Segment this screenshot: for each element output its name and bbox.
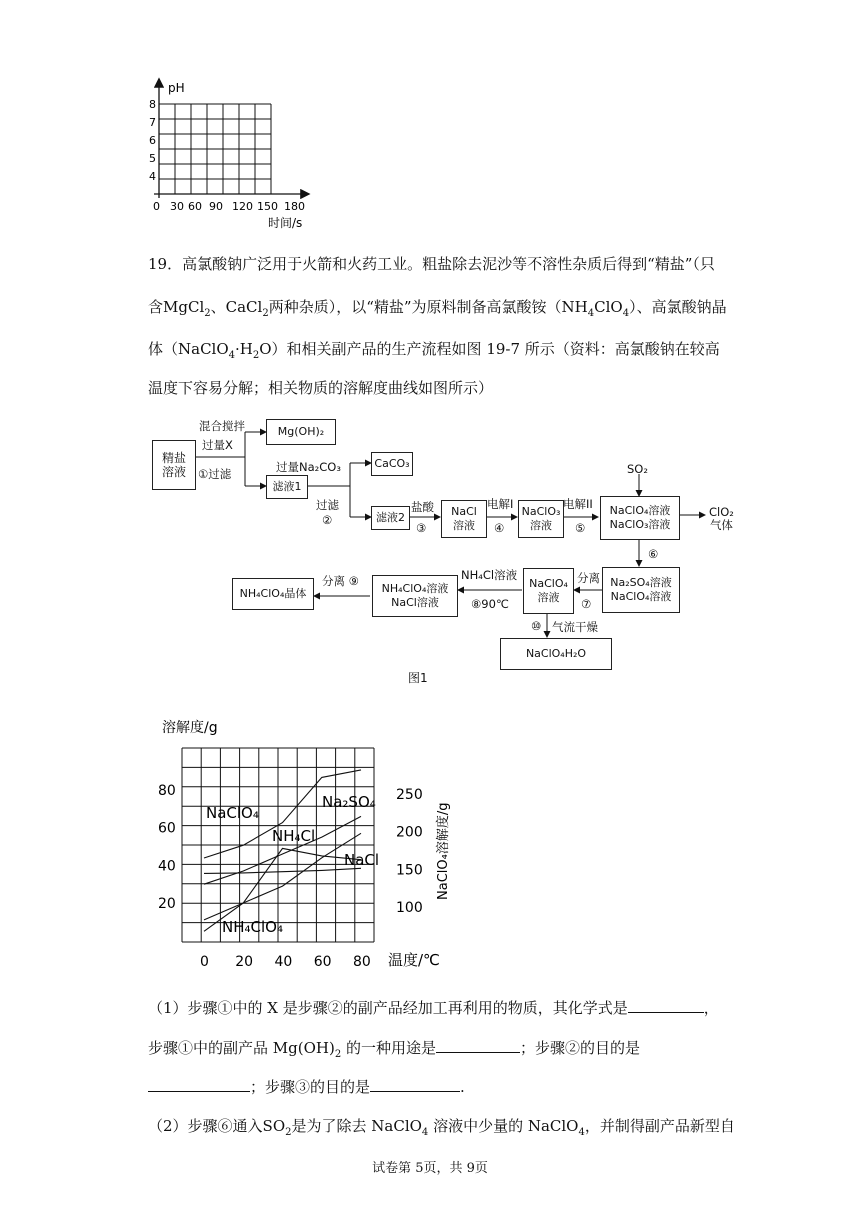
ph-y-tick: 8 (149, 98, 156, 111)
ph-x-tick: 30 (170, 200, 184, 213)
ph-x-tick: 0 (153, 200, 160, 213)
solubility-x-tick: 40 (274, 954, 293, 970)
ph-x-tick: 150 (257, 200, 278, 213)
na2so4-naclo4-box: Na₂SO₄溶液 NaClO₄溶液 (602, 567, 680, 613)
hydrochloric-acid-label: 盐酸 (411, 500, 434, 514)
temperature-axis-label: 温度/℃ (388, 951, 440, 969)
filter-step-2-label: 过滤 (316, 498, 339, 512)
mgoh2-box: Mg(OH)₂ (266, 419, 336, 445)
series-label-nh4clo4: NH₄ClO₄ (222, 918, 283, 936)
air-dry-label: 气流干燥 (552, 620, 598, 634)
naclo4-naclo3-mix-box: NaClO₄溶液 NaClO₃溶液 (600, 496, 680, 540)
naclo4-solution-box: NaClO₄ 溶液 (523, 568, 574, 614)
refined-salt-solution-box: 精盐 溶液 (152, 440, 196, 490)
filtrate-1-box: 滤液1 (266, 475, 308, 499)
solubility-x-tick: 80 (353, 954, 371, 970)
figure-1-caption: 图1 (408, 671, 428, 685)
series-label-na2so4: Na₂SO₄ (322, 793, 376, 811)
solubility-left-tick: 40 (158, 858, 176, 875)
ph-y-tick: 7 (149, 116, 156, 129)
so2-label: SO₂ (627, 462, 648, 476)
answer-blank-x-formula[interactable] (628, 998, 704, 1013)
solubility-left-tick: 80 (158, 783, 176, 799)
question-line-3: 体$(NaClO_4\cdot H_2O)$和相关副产品的生产流程如图 19-7 所示（资料：高氯酸钠在较高 (148, 340, 720, 361)
step-7-marker: ⑦ (581, 597, 592, 611)
ph-y-tick: 5 (149, 152, 156, 165)
question-line-1: 19．高氯酸钠广泛用于火箭和火药工业。粗盐除去泥沙等不溶性杂质后得到“精盐”（只 (148, 255, 715, 273)
solubility-left-tick: 20 (158, 896, 176, 912)
clo2-gas-label: ClO₂ 气体 (709, 505, 734, 532)
solubility-left-axis-label: 溶解度/g (162, 720, 218, 736)
separate-label: 分离 (577, 571, 600, 585)
q1-line-2: 步骤①中的副产品 $Mg(OH)_2$ 的一种用途是 ；步骤②的目的是 (148, 1039, 640, 1060)
step-8-marker: ⑧90℃ (471, 597, 509, 611)
q1-line-1: （1）步骤①中的 X 是步骤②的副产品经加工再利用的物质，其化学式是 ， (148, 999, 719, 1017)
solubility-right-tick: 250 (396, 787, 423, 803)
naclo4-h2o-box: NaClO₄H₂O (500, 638, 612, 670)
filter-step-1-label: ①过滤 (198, 467, 232, 481)
naclo3-solution-box: NaClO₃ 溶液 (518, 500, 564, 538)
ph-x-tick: 180 (284, 200, 305, 213)
solubility-x-tick: 20 (235, 954, 254, 970)
excess-x-label: 过量X (202, 438, 233, 452)
solubility-right-axis-label: NaClO₄溶解度/g (436, 802, 451, 900)
solubility-chart (150, 710, 470, 980)
series-label-nh4cl: NH₄Cl (272, 827, 316, 845)
page-footer: 试卷第 5页，共 9页 (372, 1161, 488, 1176)
answer-blank-mgoh2-use[interactable] (436, 1038, 520, 1053)
solubility-left-tick: 60 (158, 820, 176, 837)
ph-y-tick: 6 (149, 134, 156, 147)
electrolysis-1-label: 电解I (487, 497, 514, 511)
caco3-box: CaCO₃ (371, 452, 413, 476)
mix-stir-label: 混合搅拌 (199, 419, 245, 433)
series-line-nacl (204, 868, 361, 873)
nacl-solution-box: NaCl 溶液 (441, 500, 487, 538)
step-4-marker: ④ (494, 521, 505, 535)
question-line-4: 温度下容易分解；相关物质的溶解度曲线如图所示） (148, 379, 494, 397)
answer-blank-step3-purpose[interactable] (370, 1077, 460, 1092)
ph-x-tick: 120 (232, 200, 253, 213)
nh4clo4-crystal-box: NH₄ClO₄晶体 (232, 578, 314, 610)
nh4cl-solution-label: NH₄Cl溶液 (461, 568, 518, 582)
solubility-right-tick: 150 (396, 862, 423, 879)
nh4clo4-nacl-box: NH₄ClO₄溶液 NaCl溶液 (372, 575, 458, 617)
electrolysis-2-label: 电解II (563, 497, 593, 511)
step-2-marker: ② (322, 513, 333, 527)
filtrate-2-box: 滤液2 (371, 506, 410, 530)
step-10-marker: ⑩ (531, 619, 542, 633)
solubility-right-tick: 100 (396, 900, 423, 916)
solubility-right-tick: 200 (396, 824, 423, 841)
q1-line-3: ；步骤③的目的是 . (148, 1077, 718, 1097)
step-5-marker: ⑤ (575, 521, 586, 535)
ph-axis-label: pH (168, 81, 185, 95)
separate-step-9-label: 分离 ⑨ (322, 574, 359, 588)
ph-x-tick: 60 (188, 200, 202, 213)
ph-y-tick: 4 (149, 170, 156, 183)
step-6-marker: ⑥ (648, 547, 659, 561)
solubility-x-tick: 0 (200, 954, 209, 970)
series-label-naclo4: NaClO₄ (206, 804, 259, 822)
answer-blank-step2-purpose[interactable] (148, 1077, 250, 1092)
time-axis-label: 时间/s (268, 216, 303, 230)
ph-x-tick: 90 (209, 200, 223, 213)
q2-line-1: （2）步骤⑥通入$SO_2$是为了除去 NaClO$_4$ 溶液中少量的 NaClO$_4$，并制得副产品新型自 (148, 1117, 735, 1138)
solubility-x-tick: 60 (313, 954, 332, 970)
step-3-marker: ③ (416, 521, 427, 535)
excess-na2co3-label: 过量Na₂CO₃ (276, 460, 341, 474)
series-label-nacl: NaCl (344, 851, 380, 869)
question-line-2: 含MgCl$_2$、CaCl$_2$两种杂质），以“精盐”为原料制备高氯酸铵$(NH_4ClO_4)$、高氯酸钠晶 (148, 298, 727, 319)
